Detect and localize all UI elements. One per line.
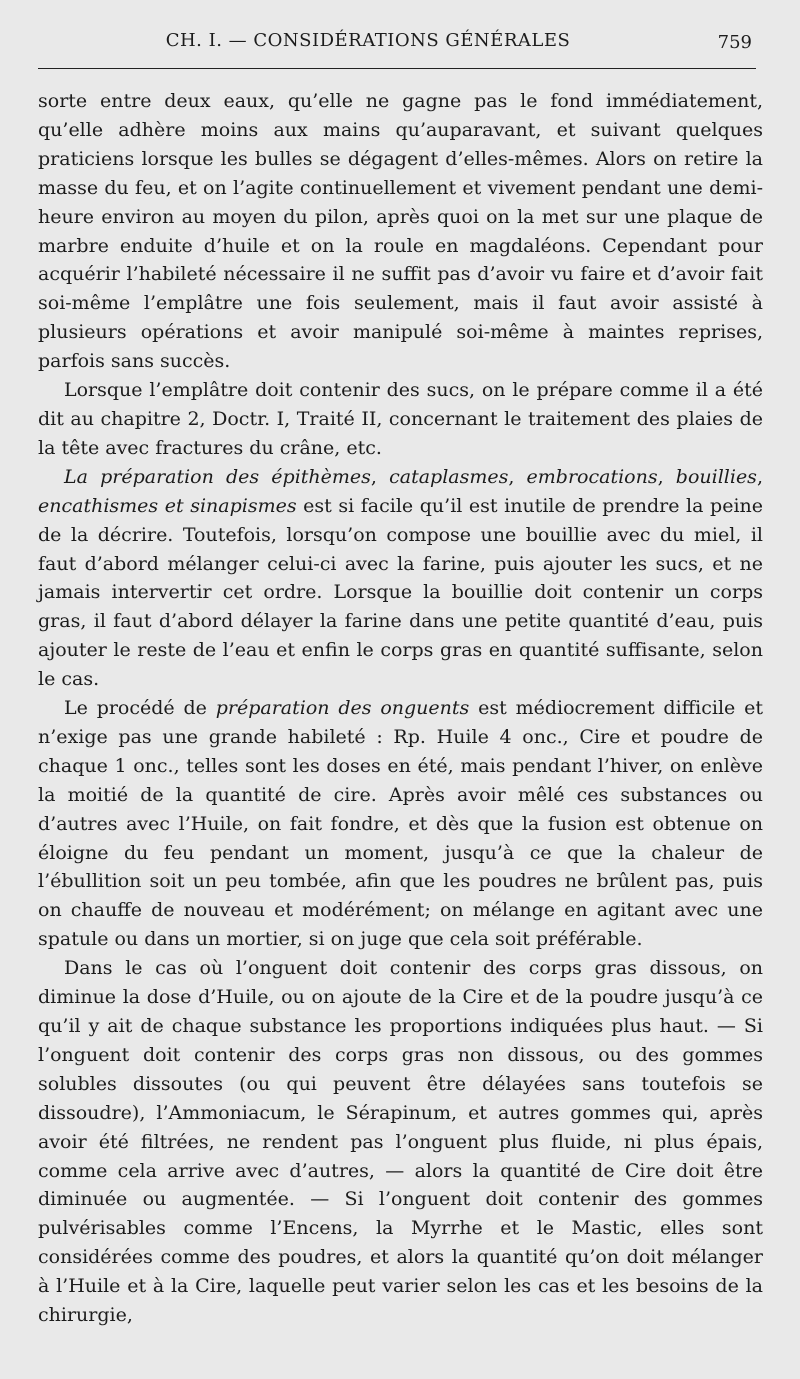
header-rule (38, 68, 756, 69)
running-title: CH. I. — CONSIDÉRATIONS GÉNÉRALES (165, 30, 571, 51)
italic-phrase: embrocations (526, 465, 658, 488)
text-run: est médiocrement difficile et n’exige pas une grande habileté : Rp. Huile 4 onc., Cire et poudre de chaque 1 onc., telles sont les doses en été, mais pendant l’hiver, on enlève la moitié de la quantité de cire. Après avoir mêlé ces substances ou d’autres avec l’Huile, on fait fondre, et dès que la fusion est obtenue on éloigne du feu pendant un moment, jusqu’à ce que la chaleur de l’ébullition soit un peu tombée, afin que les poudres ne brûlent pas, puis on chauffe de nouveau et modérément; on mélange en agitant avec une spatule ou dans un mortier, si on juge que cela soit préférable. (38, 697, 763, 951)
text-run: , (508, 465, 527, 488)
paragraph (38, 463, 763, 694)
page-header (38, 28, 758, 56)
text-run: , (657, 465, 676, 488)
text-run: Le procédé de (64, 697, 216, 720)
text-run: , (370, 465, 390, 488)
italic-phrase: cataplasmes (389, 465, 509, 488)
italic-phrase: encathismes et sinapismes (38, 494, 297, 517)
text-run: est si facile qu’il est inutile de prendre la peine de la décrire. Toutefois, lorsqu’on compose une bouillie avec du miel, il faut d’abord mélanger celui-ci avec la farine, puis ajouter les sucs, et ne jamais intervertir cet ordre. Lorsque la bouillie doit contenir un corps gras, il faut d’abord délayer la farine dans une petite quantité d’eau, puis ajouter le reste de l’eau et enfin le corps gras en quantité suffisante, selon le cas. (38, 494, 764, 691)
italic-phrase: préparation des onguents (215, 697, 470, 720)
text-run: , (756, 465, 763, 488)
text-run: sorte entre deux eaux, qu’elle ne gagne pas le fond immédiatement, qu’elle adhère moins aux mains qu’auparavant, et suivant quelques praticiens lorsque les bulles se dégagent d’elles-mêmes. Alors on retire la masse du feu, et on l’agite continuellement et vivement pendant une demi-heure environ au moyen du pilon, après quoi on la met sur une plaque de marbre enduite d’huile et on la roule en magdaléons. Cependant pour acquérir l’habileté nécessaire il ne suffit pas d’avoir vu faire et d’avoir fait soi-même l’emplâtre une fois seulement, mais il faut avoir assisté à plusieurs opérations et avoir manipulé soi-même à maintes reprises, parfois sans succès. (38, 90, 763, 373)
paragraph (38, 954, 763, 1330)
text-run: Dans le cas où l’onguent doit contenir des corps gras dissous, on diminue la dose d’Huile, ou on ajoute de la Cire et de la poudre jusqu’à ce qu’il y ait de chaque substance les proportions indiquées plus haut. — Si l’onguent doit contenir des corps gras non dissous, ou des gommes solubles dissoutes (ou qui peuvent être délayées sans toutefois se dissoudre), l’Ammoniacum, le Sérapinum, et autres gommes qui, après avoir été filtrées, ne rendent pas l’onguent plus fluide, ni plus épais, comme cela arrive avec d’autres, — alors la quantité de Cire doit être diminuée ou augmentée. — Si l’onguent doit contenir des gommes pulvérisables comme l’Encens, la Myrrhe et le Mastic, elles sont considérées comme des poudres, et alors la quantité qu’on doit mélanger à l’Huile et à la Cire, laquelle peut varier selon les cas et les besoins de la chirurgie, (38, 957, 763, 1327)
page-number: 759 (717, 32, 752, 53)
paragraph (38, 376, 763, 463)
body-text (38, 87, 763, 1330)
text-run: Lorsque l’emplâtre doit contenir des sucs, on le prépare comme il a été dit au chapitre 2, Doctr. I, Traité II, concernant le traitement des plaies de la tête avec fractures du crâne, etc. (38, 379, 763, 459)
italic-phrase: bouillies (675, 465, 757, 488)
paragraph (38, 87, 763, 376)
italic-phrase: La préparation des épithèmes (64, 465, 371, 488)
paragraph (38, 694, 763, 954)
